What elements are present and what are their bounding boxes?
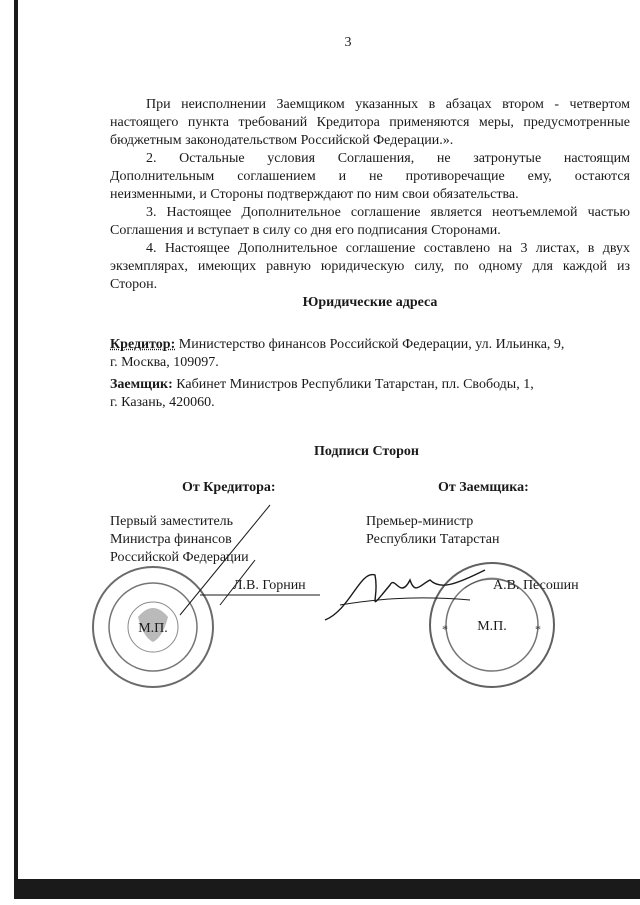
borrower-stamp-mark: М.П. [477, 619, 507, 634]
paragraph-1-line-3: бюджетным законодательством Российской Федерации.». [110, 133, 454, 148]
creditor-signature [160, 500, 330, 620]
paragraph-3-line-2: Соглашения и вступает в силу со дня его подписания Сторонами. [110, 223, 501, 238]
page-number: 3 [344, 35, 352, 50]
paragraph-2-line-3: неизменными, и Стороны подтверждают по ним свои обязательства. [110, 187, 519, 202]
borrower-label: Заемщик: [110, 377, 173, 392]
borrower-signatory-name: А.В. Песошин [493, 578, 579, 593]
borrower-position-line-2: Республики Татарстан [366, 532, 500, 547]
creditor-position-line-2: Министра финансов [110, 532, 232, 547]
creditor-position-line-1: Первый заместитель [110, 514, 234, 529]
scan-bottom-edge [14, 879, 640, 899]
paragraph-2-line-2: Дополнительным соглашением и не противоречащие ему, остаются [110, 169, 630, 184]
creditor-label: Кредитор: [110, 337, 176, 352]
borrower-side-heading: От Заемщика: [438, 480, 529, 495]
paragraph-4-line-1: 4. Настоящее Дополнительное соглашение составлено на 3 листах, в двух [146, 241, 630, 256]
creditor-signatory-name: Л.В. Горнин [233, 578, 306, 593]
paragraph-2-line-1: 2. Остальные условия Соглашения, не затронутые настоящим [146, 151, 630, 166]
creditor-position-line-3: Российской Федерации [110, 550, 249, 565]
paragraph-1-line-1: При неисполнении Заемщиком указанных в абзацах втором - четвертом [146, 97, 630, 112]
paragraph-1-line-2: настоящего пункта требований Кредитора применяются меры, предусмотренные [110, 115, 630, 130]
borrower-address: Кабинет Министров Республики Татарстан, пл. Свободы, 1, [172, 377, 534, 392]
creditor-address: Министерство финансов Российской Федерации, ул. Ильинка, 9, [175, 337, 565, 352]
scan-left-edge [14, 0, 18, 880]
borrower-position-line-1: Премьер-министр [366, 514, 474, 529]
addresses-heading: Юридические адреса [302, 295, 438, 310]
creditor-stamp-mark: М.П. [138, 621, 168, 636]
paragraph-4-line-3: Сторон. [110, 277, 158, 292]
signatures-heading: Подписи Сторон [314, 444, 419, 459]
borrower-address-line-1 [110, 376, 534, 394]
svg-text:*: * [535, 622, 541, 636]
paragraph-3-line-1: 3. Настоящее Дополнительное соглашение является неотъемлемой частью [146, 205, 630, 220]
creditor-address-line-2: г. Москва, 109097. [110, 355, 219, 370]
creditor-side-heading: От Кредитора: [182, 480, 276, 495]
borrower-signature [320, 560, 490, 630]
creditor-address-line-1 [110, 336, 564, 354]
borrower-address-line-2: г. Казань, 420060. [110, 395, 215, 410]
svg-text:*: * [442, 622, 448, 636]
paragraph-4-line-2: экземплярах, имеющих равную юридическую силу, по одному для каждой из [110, 259, 630, 274]
